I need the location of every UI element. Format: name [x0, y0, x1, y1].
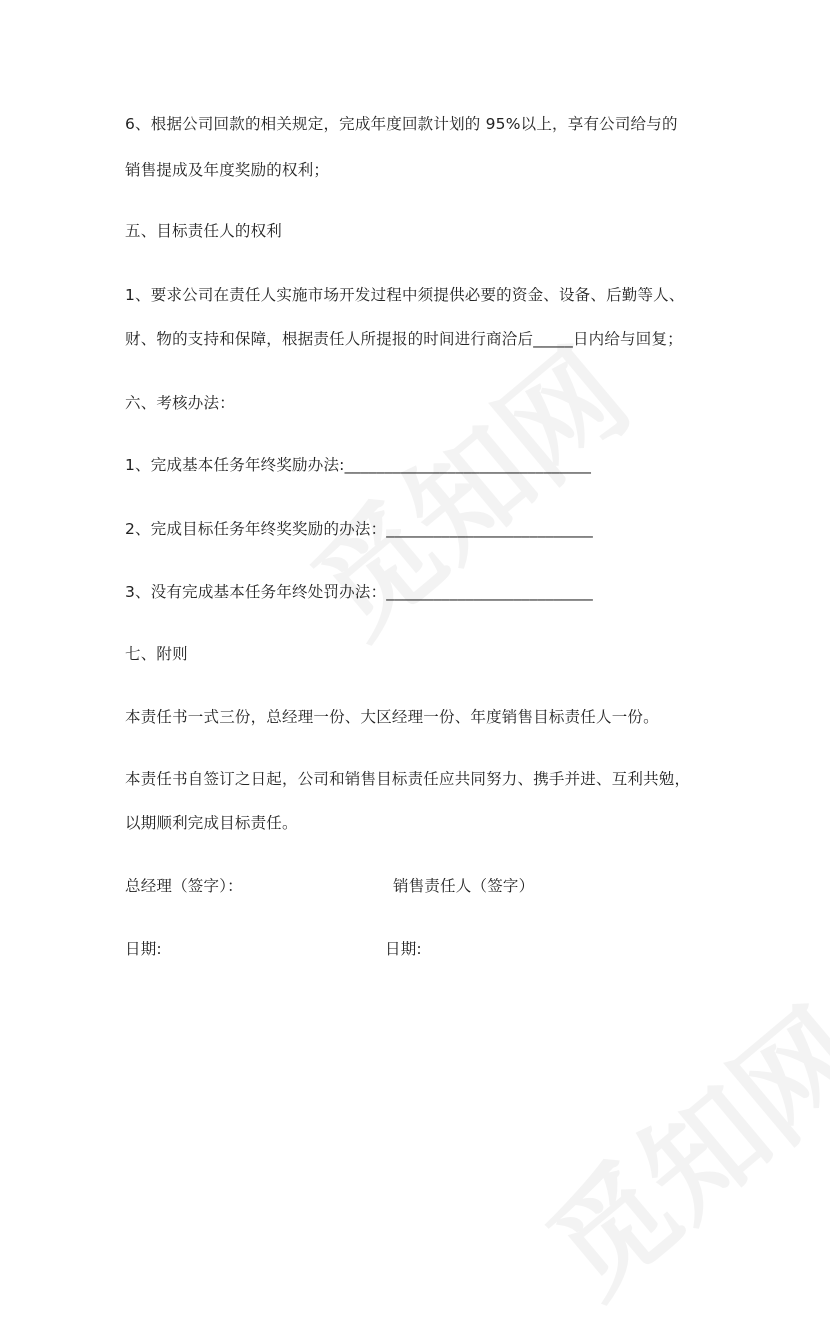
assessment-item-3: 3、没有完成基本任务年终处罚办法：__________________________ — [125, 583, 593, 601]
assessment-item-2: 2、完成目标任务年终奖奖励的办法：__________________________ — [125, 520, 593, 538]
date-label-left: 日期: — [125, 940, 162, 958]
clause-6-line-2: 销售提成及年度奖励的权利； — [125, 161, 330, 179]
section-6-heading: 六、考核办法： — [125, 394, 235, 412]
clause-6-line-1: 6、根据公司回款的相关规定，完成年度回款计划的 95%以上，享有公司给与的 — [125, 115, 678, 133]
gm-signature-label: 总经理（签字）： — [125, 877, 243, 895]
effective-statement-line-2: 以期顺利完成目标责任。 — [125, 814, 298, 832]
date-label-right: 日期: — [385, 940, 422, 958]
rights-clause-1-line-1: 1、要求公司在责任人实施市场开发过程中须提供必要的资金、设备、后勤等人、 — [125, 286, 685, 304]
watermark-text — [272, 304, 658, 667]
section-7-heading: 七、附则 — [125, 645, 188, 663]
watermark-text-bottom — [507, 964, 830, 1327]
assessment-item-1: 1、完成基本任务年终奖励办法:_______________________________ — [125, 456, 592, 474]
sales-signature-label: 销售责任人（签字） — [393, 877, 535, 895]
section-5-heading: 五、目标责任人的权利 — [125, 222, 283, 240]
rights-clause-1-line-2: 财、物的支持和保障，根据责任人所提报的时间进行商洽后_____日内给与回复； — [125, 330, 683, 348]
copies-statement: 本责任书一式三份，总经理一份、大区经理一份、年度销售目标责任人一份。 — [125, 708, 659, 726]
effective-statement-line-1: 本责任书自签订之日起，公司和销售目标责任应共同努力、携手并进、互利共勉， — [125, 770, 691, 788]
